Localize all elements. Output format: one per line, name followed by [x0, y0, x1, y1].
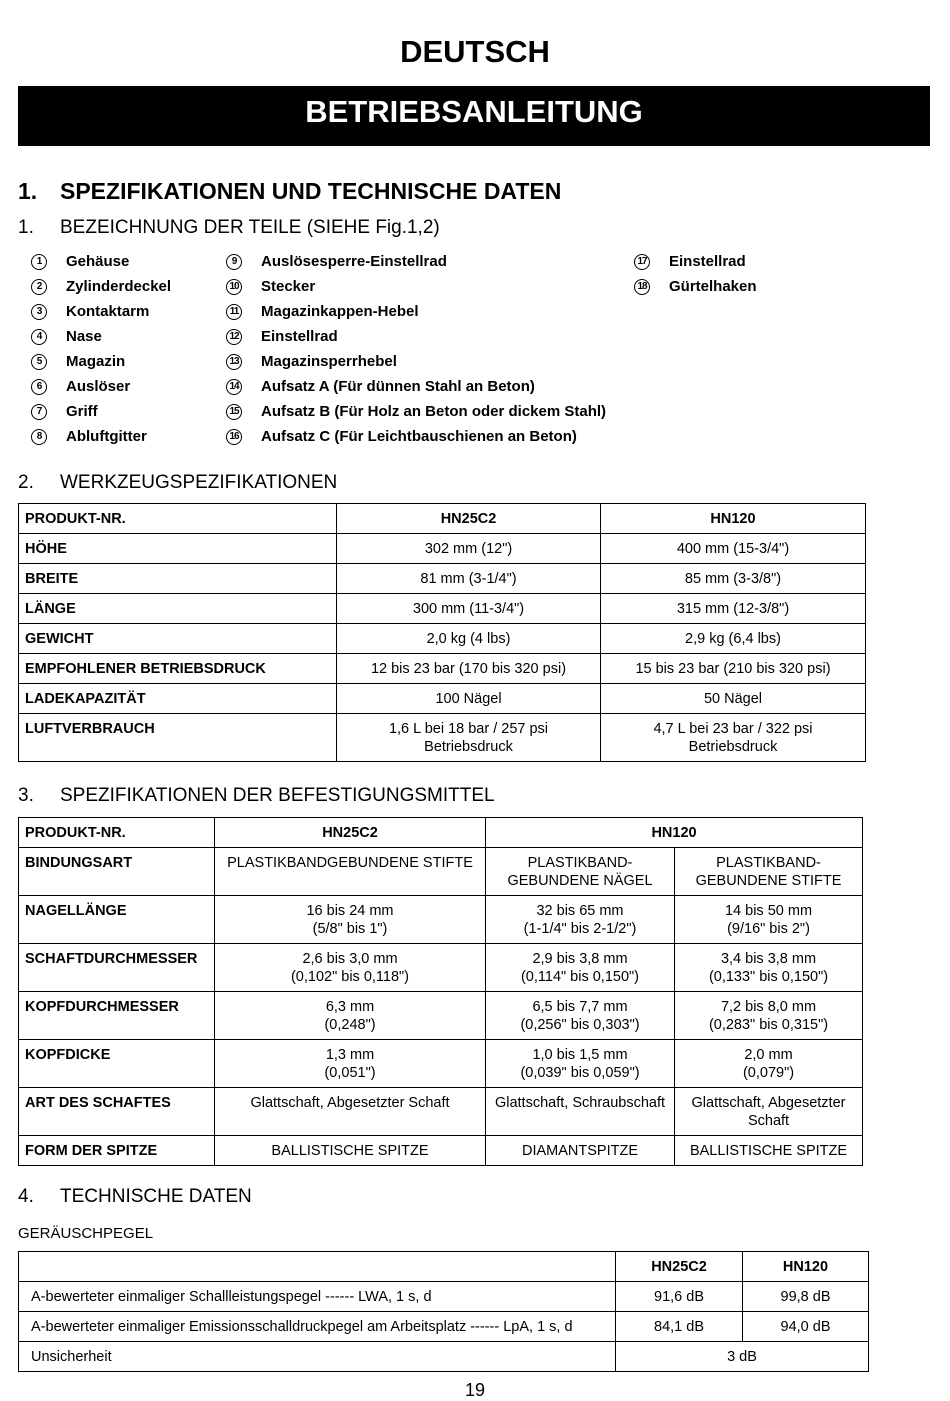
header-cell: PRODUKT-NR. [19, 818, 215, 848]
value-cell: 32 bis 65 mm (1-1/4" bis 2-1/2") [486, 896, 675, 944]
value-cell: BALLISTISCHE SPITZE [675, 1136, 863, 1166]
tool-spec-table [18, 503, 866, 762]
part-item [31, 399, 98, 424]
table-row [19, 714, 866, 762]
table-row [19, 848, 863, 896]
value-cell: PLASTIKBAND- GEBUNDENE STIFTE [675, 848, 863, 896]
part-number-badge: 14 [226, 379, 242, 395]
value-cell: 1,0 bis 1,5 mm (0,039" bis 0,059") [486, 1040, 675, 1088]
section-number: 4. [18, 1186, 34, 1207]
section-3-heading [18, 785, 495, 807]
part-number-badge: 17 [634, 254, 650, 270]
value-cell: PLASTIKBAND- GEBUNDENE NÄGEL [486, 848, 675, 896]
value-cell: 100 Nägel [337, 684, 601, 714]
row-label: GEWICHT [19, 624, 337, 654]
table-header-row [19, 504, 866, 534]
value-cell: 7,2 bis 8,0 mm (0,283" bis 0,315") [675, 992, 863, 1040]
part-label: Auslöser [66, 378, 131, 395]
part-label: Magazinkappen-Hebel [261, 303, 419, 320]
value-cell: 15 bis 23 bar (210 bis 320 psi) [601, 654, 866, 684]
part-label: Nase [66, 328, 102, 345]
value-cell: 94,0 dB [743, 1312, 869, 1342]
part-item [226, 299, 419, 324]
row-label: NAGELLÄNGE [19, 896, 215, 944]
table-row [19, 896, 863, 944]
value-cell: 2,0 mm (0,079") [675, 1040, 863, 1088]
header-cell [19, 1252, 616, 1282]
part-label: Aufsatz B (Für Holz an Beton oder dickem Stahl) [261, 403, 607, 420]
row-label: A-bewerteter einmaliger Emissionsschalldruckpegel am Arbeitsplatz ------ LpA, 1 s, d [19, 1312, 616, 1342]
subsection-1-heading [18, 217, 440, 239]
table-row [19, 564, 866, 594]
value-cell: 91,6 dB [616, 1282, 743, 1312]
value-cell: 14 bis 50 mm (9/16" bis 2") [675, 896, 863, 944]
value-cell: 12 bis 23 bar (170 bis 320 psi) [337, 654, 601, 684]
value-cell: 315 mm (12-3/8") [601, 594, 866, 624]
part-item [226, 374, 535, 399]
value-cell: 3 dB [616, 1342, 869, 1372]
fastener-spec-table [18, 817, 863, 1166]
value-cell: 84,1 dB [616, 1312, 743, 1342]
page-number: 19 [464, 1380, 486, 1400]
table-row [19, 534, 866, 564]
value-cell: 1,3 mm (0,051") [215, 1040, 486, 1088]
row-label: HÖHE [19, 534, 337, 564]
part-number-badge: 6 [31, 379, 47, 395]
table-row [19, 1088, 863, 1136]
row-label: LUFTVERBRAUCH [19, 714, 337, 762]
row-label: BREITE [19, 564, 337, 594]
table-row [19, 654, 866, 684]
part-label: Auslösesperre-Einstellrad [261, 253, 447, 270]
part-item [226, 249, 447, 274]
value-cell: 6,5 bis 7,7 mm (0,256" bis 0,303") [486, 992, 675, 1040]
section-1-heading [18, 178, 561, 205]
header-cell: HN25C2 [337, 504, 601, 534]
part-item [31, 349, 125, 374]
noise-table [18, 1251, 869, 1372]
part-label: Gürtelhaken [669, 278, 757, 295]
part-number-badge: 4 [31, 329, 47, 345]
part-number-badge: 12 [226, 329, 242, 345]
value-cell: 400 mm (15-3/4") [601, 534, 866, 564]
value-cell: Glattschaft, Abgesetzter Schaft [215, 1088, 486, 1136]
value-cell: 300 mm (11-3/4") [337, 594, 601, 624]
section-number: 2. [18, 472, 34, 493]
table-row [19, 1040, 863, 1088]
part-label: Kontaktarm [66, 303, 150, 320]
part-item [226, 424, 577, 449]
value-cell: 2,6 bis 3,0 mm (0,102" bis 0,118") [215, 944, 486, 992]
row-label: LADEKAPAZITÄT [19, 684, 337, 714]
part-label: Aufsatz C (Für Leichtbauschienen an Beton) [261, 428, 577, 445]
part-item [634, 274, 757, 299]
part-number-badge: 15 [226, 404, 242, 420]
value-cell: 2,9 kg (6,4 lbs) [601, 624, 866, 654]
part-number-badge: 18 [634, 279, 650, 295]
part-number-badge: 3 [31, 304, 47, 320]
table-row [19, 992, 863, 1040]
value-cell: Glattschaft, Schraubschaft [486, 1088, 675, 1136]
part-item [31, 299, 149, 324]
part-number-badge: 11 [226, 304, 242, 320]
header-cell: HN25C2 [215, 818, 486, 848]
row-label: LÄNGE [19, 594, 337, 624]
part-label: Zylinderdeckel [66, 278, 172, 295]
table-row [19, 624, 866, 654]
row-label: Unsicherheit [19, 1342, 616, 1372]
part-item [226, 399, 606, 424]
section-number: 1. [18, 178, 38, 204]
table-header-row [19, 818, 863, 848]
row-label: A-bewerteter einmaliger Schallleistungspegel ------ LWA, 1 s, d [19, 1282, 616, 1312]
part-number-badge: 1 [31, 254, 47, 270]
part-label: Einstellrad [261, 328, 338, 345]
value-cell: 6,3 mm (0,248") [215, 992, 486, 1040]
part-label: Einstellrad [669, 253, 746, 270]
part-label: Stecker [261, 278, 316, 295]
header-cell: HN120 [743, 1252, 869, 1282]
part-number-badge: 13 [226, 354, 242, 370]
row-label: FORM DER SPITZE [19, 1136, 215, 1166]
table-row [19, 1282, 869, 1312]
table-row [19, 684, 866, 714]
section-title: WERKZEUGSPEZIFIKATIONEN [60, 472, 338, 493]
row-label: ART DES SCHAFTES [19, 1088, 215, 1136]
part-number-badge: 2 [31, 279, 47, 295]
noise-level-label: GERÄUSCHPEGEL [18, 1225, 154, 1242]
manual-banner: BETRIEBSANLEITUNG [18, 86, 930, 146]
value-cell: 1,6 L bei 18 bar / 257 psi Betriebsdruck [337, 714, 601, 762]
value-cell: 85 mm (3-3/8") [601, 564, 866, 594]
header-cell: HN120 [486, 818, 863, 848]
value-cell: 2,0 kg (4 lbs) [337, 624, 601, 654]
header-cell: HN25C2 [616, 1252, 743, 1282]
row-label: KOPFDICKE [19, 1040, 215, 1088]
section-4-heading [18, 1186, 252, 1208]
header-cell: PRODUKT-NR. [19, 504, 337, 534]
part-item [31, 249, 129, 274]
row-label: SCHAFTDURCHMESSER [19, 944, 215, 992]
part-item [226, 349, 397, 374]
part-item [31, 374, 130, 399]
part-number-badge: 8 [31, 429, 47, 445]
part-item [226, 274, 315, 299]
value-cell: 81 mm (3-1/4") [337, 564, 601, 594]
subsection-number: 1. [18, 217, 34, 238]
value-cell: 4,7 L bei 23 bar / 322 psi Betriebsdruck [601, 714, 866, 762]
part-label: Griff [66, 403, 98, 420]
section-title: TECHNISCHE DATEN [60, 1186, 252, 1207]
part-label: Magazinsperrhebel [261, 353, 397, 370]
table-row [19, 594, 866, 624]
value-cell: 2,9 bis 3,8 mm (0,114" bis 0,150") [486, 944, 675, 992]
section-2-heading [18, 472, 337, 494]
value-cell: PLASTIKBANDGEBUNDENE STIFTE [215, 848, 486, 896]
part-number-badge: 7 [31, 404, 47, 420]
table-header-row [19, 1252, 869, 1282]
part-item [31, 424, 147, 449]
part-label: Abluftgitter [66, 428, 147, 445]
part-item [634, 249, 746, 274]
value-cell: Glattschaft, Abgesetzter Schaft [675, 1088, 863, 1136]
value-cell: 3,4 bis 3,8 mm (0,133" bis 0,150") [675, 944, 863, 992]
value-cell: 50 Nägel [601, 684, 866, 714]
section-title: SPEZIFIKATIONEN DER BEFESTIGUNGSMITTEL [60, 785, 495, 806]
value-cell: 302 mm (12") [337, 534, 601, 564]
value-cell: 99,8 dB [743, 1282, 869, 1312]
part-label: Magazin [66, 353, 126, 370]
part-number-badge: 16 [226, 429, 242, 445]
part-item [31, 324, 102, 349]
row-label: EMPFOHLENER BETRIEBSDRUCK [19, 654, 337, 684]
row-label: BINDUNGSART [19, 848, 215, 896]
header-cell: HN120 [601, 504, 866, 534]
section-number: 3. [18, 785, 34, 806]
table-row [19, 1342, 869, 1372]
part-number-badge: 5 [31, 354, 47, 370]
table-row [19, 1136, 863, 1166]
table-row [19, 944, 863, 992]
part-number-badge: 9 [226, 254, 242, 270]
subsection-title: BEZEICHNUNG DER TEILE (SIEHE Fig.1,2) [60, 217, 440, 238]
part-number-badge: 10 [226, 279, 242, 295]
language-heading: DEUTSCH [400, 34, 550, 69]
value-cell: BALLISTISCHE SPITZE [215, 1136, 486, 1166]
row-label: KOPFDURCHMESSER [19, 992, 215, 1040]
table-row [19, 1312, 869, 1342]
part-label: Aufsatz A (Für dünnen Stahl an Beton) [261, 378, 535, 395]
part-label: Gehäuse [66, 253, 130, 270]
section-title: SPEZIFIKATIONEN UND TECHNISCHE DATEN [60, 178, 562, 204]
value-cell: DIAMANTSPITZE [486, 1136, 675, 1166]
part-item [226, 324, 338, 349]
value-cell: 16 bis 24 mm (5/8" bis 1") [215, 896, 486, 944]
part-item [31, 274, 171, 299]
